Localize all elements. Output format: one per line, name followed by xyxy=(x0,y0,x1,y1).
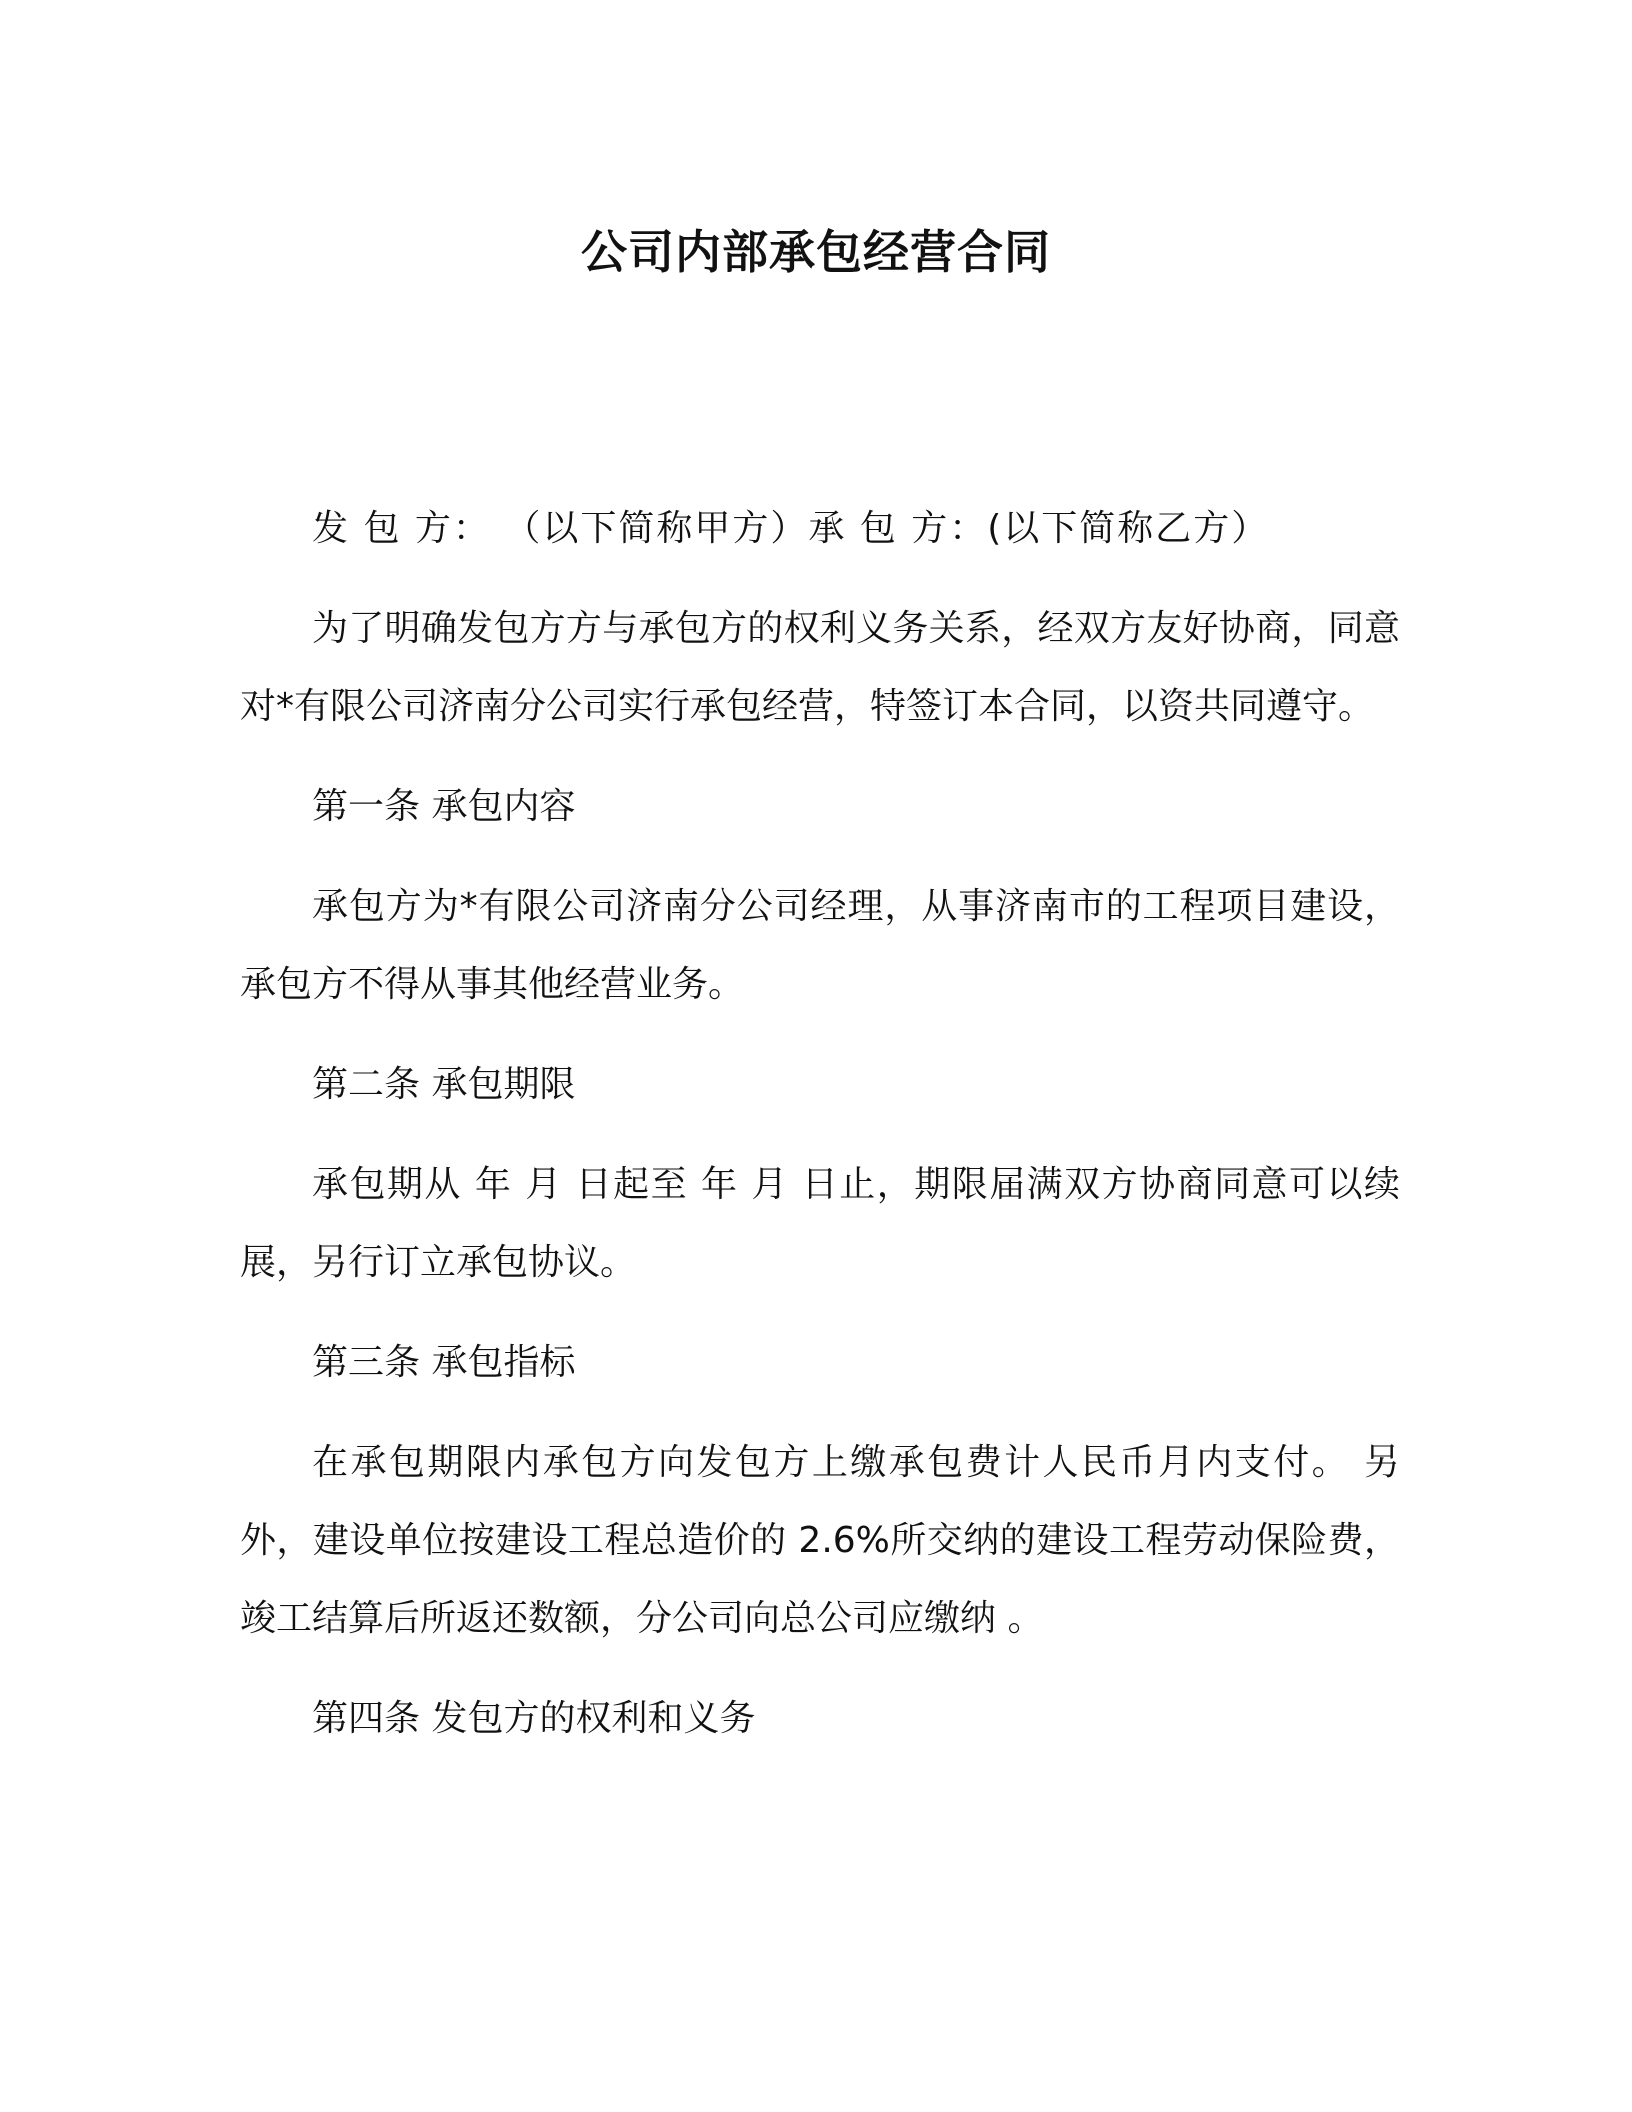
parties-line: 发 包 方： （以下简称甲方）承 包 方：(以下简称乙方） xyxy=(312,508,1270,549)
article-4-heading: 第四条 发包方的权利和义务 xyxy=(312,1698,756,1739)
document-title: 公司内部承包经营合同 xyxy=(581,225,1051,279)
article-3-heading: 第三条 承包指标 xyxy=(312,1342,576,1383)
article-3-text: 在承包期限内承包方向发包方上缴承包费计人民币月内支付。 另外，建设单位按建设工程总造价的 2.6%所交纳的建设工程劳动保险费，竣工结算后所返还数额，分公司向总公司应缴纳 。 xyxy=(240,1442,1400,1639)
article-2-heading: 第二条 承包期限 xyxy=(312,1064,576,1105)
article-1-text: 承包方为*有限公司济南分公司经理，从事济南市的工程项目建设，承包方不得从事其他经营业务。 xyxy=(240,886,1400,1005)
article-2-text: 承包期从 年 月 日起至 年 月 日止，期限届满双方协商同意可以续展，另行订立承包协议。 xyxy=(240,1164,1400,1283)
article-1-heading: 第一条 承包内容 xyxy=(312,786,576,827)
intro-paragraph: 为了明确发包方方与承包方的权利义务关系，经双方友好协商，同意对*有限公司济南分公司实行承包经营，特签订本合同，以资共同遵守。 xyxy=(240,608,1400,727)
document-body xyxy=(240,490,1400,1780)
